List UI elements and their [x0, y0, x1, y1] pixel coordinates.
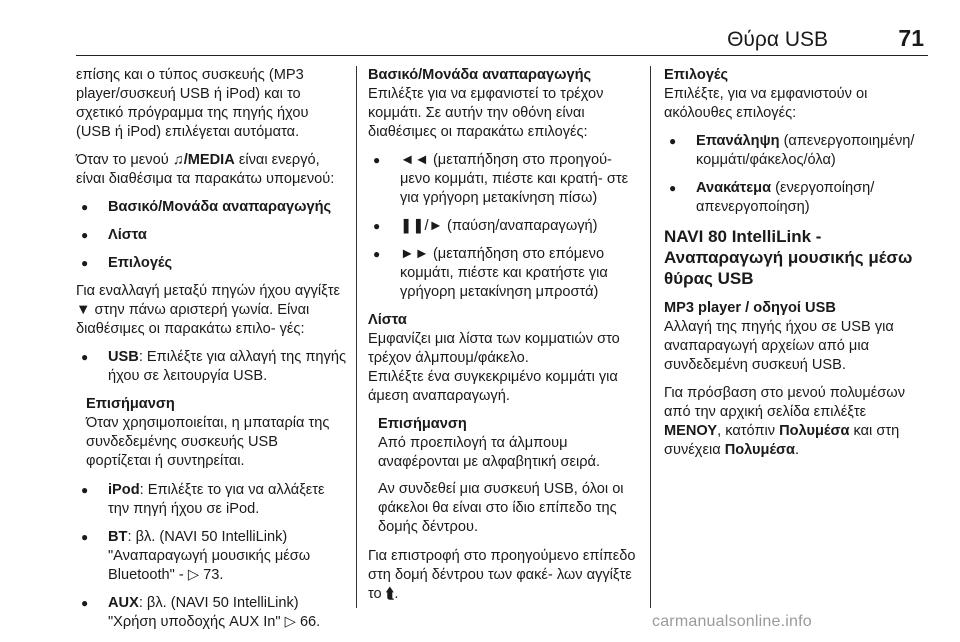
section-heading: Επιλογές: [664, 67, 729, 83]
paragraph: Για εναλλαγή μεταξύ πηγών ήχου αγγίξτε ▼ στην πάνω αριστερή γωνία. Είναι διαθέσιμες οι παρακάτω επιλο- γές:: [76, 283, 340, 337]
paragraph: Επιλέξτε, για να εμφανιστούν οι ακόλουθες επιλογές:: [664, 86, 868, 121]
section-heading: Λίστα: [368, 312, 407, 328]
source-list: [76, 348, 346, 386]
section-heading: Βασικό/Μονάδα αναπαραγωγής: [368, 67, 592, 83]
list-item: ● ◄◄ (μεταπήδηση στο προηγού- μενο κομμάτι, πιέστε και κρατή- στε για γρήγορη μετακίνηση πίσω): [368, 151, 638, 208]
column-divider: [356, 66, 357, 608]
paragraph: επίσης και ο τύπος συσκευής (MP3 player/συσκευή USB ή iPod) και το σχετικό πρόγραμμα της πηγής ήχου (USB ή iPod) επιλέγεται αυτόματα.: [76, 67, 309, 140]
paragraph: Όταν το μενού ♫/MEDIA είναι ενεργό, είναι διαθέσιμα τα παρακάτω υπομενού:: [76, 152, 335, 187]
note-text: Αν συνδεθεί μια συσκευή USB, όλοι οι φάκελοι θα είναι στο ίδιο επίπεδο της δομής δέντρου.: [378, 481, 624, 535]
section-title: NAVI 80 IntelliLink - Αναπαραγωγή μουσικής μέσω θύρας USB: [664, 227, 913, 288]
column-2: [368, 66, 638, 613]
column-3: [664, 66, 926, 469]
list-item: ● USB: Επιλέξτε για αλλαγή της πηγής ήχου σε λειτουργία USB.: [76, 348, 346, 386]
subsection-heading: MP3 player / οδηγοί USB: [664, 300, 836, 316]
paragraph: Αλλαγή της πηγής ήχου σε USB για αναπαραγωγή αρχείων από μια συνδεδεμένη συσκευή USB.: [664, 319, 894, 373]
note-box: [368, 415, 638, 537]
submenu-list: [76, 198, 346, 273]
list-item: ● Επανάληψη (απενεργοποιημένη/ κομμάτι/φάκελος/όλα): [664, 132, 926, 170]
note-text: Όταν χρησιμοποιείται, η μπαταρία της συνδεδεμένης συσκευής USB φορτίζεται ή συντηρείται.: [86, 415, 330, 469]
paragraph: Εμφανίζει μια λίστα των κομματιών στο τρέχον άλμπουμ/φάκελο.: [368, 331, 620, 366]
column-divider: [650, 66, 651, 608]
paragraph: Για επιστροφή στο προηγούμενο επίπεδο στη δομή δέντρου των φακέ- λων αγγίξτε το ⮬.: [368, 548, 636, 602]
page-number: 71: [898, 25, 924, 51]
list-item: ● Βασικό/Μονάδα αναπαραγωγής: [76, 198, 346, 217]
note-text: Από προεπιλογή τα άλμπουμ αναφέρονται με αλφαβητική σειρά.: [378, 435, 601, 470]
list-item: ● iPod: Επιλέξτε το για να αλλάξετε την πηγή ήχου σε iPod.: [76, 481, 346, 519]
list-item: ● Επιλογές: [76, 254, 346, 273]
back-arrow-icon: ⮬: [385, 586, 395, 602]
pause-play-icon: ❚❚/►: [400, 218, 443, 234]
list-item: ● Ανακάτεμα (ενεργοποίηση/ απενεργοποίηση): [664, 179, 926, 217]
media-label: MEDIA: [187, 152, 235, 168]
paragraph: Επιλέξτε ένα συγκεκριμένο κομμάτι για άμεση αναπαραγωγή.: [368, 369, 618, 404]
list-item: ● AUX: βλ. (NAVI 50 IntelliLink) "Χρήση υποδοχής AUX In" ▷ 66.: [76, 594, 346, 632]
list-item: ● BT: βλ. (NAVI 50 IntelliLink) "Αναπαραγωγή μουσικής μέσω Bluetooth" - ▷ 73.: [76, 528, 346, 585]
fast-forward-icon: ►►: [400, 246, 429, 262]
column-1: [76, 66, 346, 641]
list-item: ● ►► (μεταπήδηση στο επόμενο κομμάτι, πιέστε και κρατήστε για γρήγορη μετακίνηση μπροστά): [368, 245, 638, 302]
page-title: Θύρα USB: [727, 28, 828, 51]
list-item: ● Λίστα: [76, 226, 346, 245]
note-media-icon: ♫/: [172, 152, 188, 168]
note-title: Επισήμανση: [378, 416, 467, 432]
paragraph: Επιλέξτε για να εμφανιστεί το τρέχον κομμάτι. Σε αυτήν την οθόνη είναι διαθέσιμες οι παρακάτω επιλογές:: [368, 86, 604, 140]
list-item: ● ❚❚/► (παύση/αναπαραγωγή): [368, 217, 638, 236]
page-ref-icon: ▷: [187, 567, 204, 583]
note-box: [76, 395, 346, 471]
paragraph: Για πρόσβαση στο μενού πολυμέσων από την αρχική σελίδα επιλέξτε ΜΕΝΟΥ, κατόπιν Πολυμέσα και στη συνέχεια Πολυμέσα.: [664, 385, 905, 458]
rewind-icon: ◄◄: [400, 152, 429, 168]
watermark: carmanualsonline.info: [652, 613, 812, 630]
page-ref-icon: ▷: [284, 614, 300, 630]
control-list: [368, 151, 638, 302]
source-list: [76, 481, 346, 632]
page-header: [76, 22, 928, 56]
note-title: Επισήμανση: [86, 396, 175, 412]
options-list: [664, 132, 926, 217]
